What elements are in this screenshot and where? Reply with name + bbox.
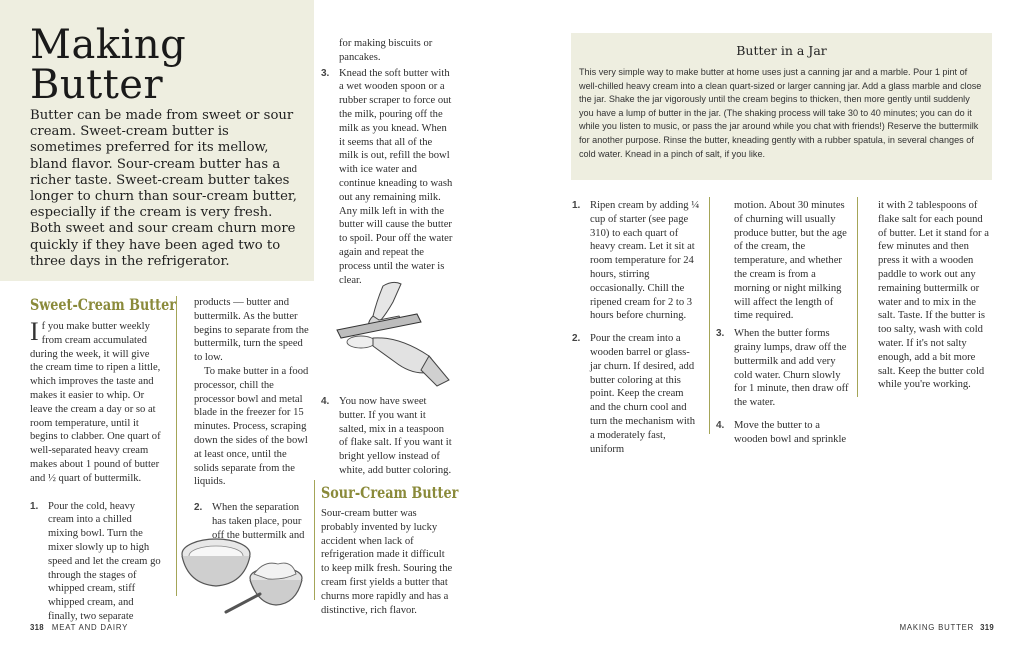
step-number: 1. (572, 200, 581, 211)
sour-step-4 (716, 419, 850, 447)
right-page-number: 319 (980, 623, 994, 632)
right-running-head: MAKING BUTTER (899, 623, 975, 632)
step-number: 4. (716, 419, 725, 431)
drop-cap: I (30, 317, 39, 346)
column-rule (857, 197, 858, 397)
sour-step-1 (572, 199, 700, 323)
sweet-column-1 (30, 317, 163, 624)
bowls-illustration (178, 534, 316, 616)
hands-kneading-illustration (333, 276, 451, 388)
spoon-handle (226, 594, 260, 612)
right-footer (880, 623, 994, 632)
step-text: Pour the cold, heavy cream into a chilled mixing bowl. Turn the mixer slowly up to high speed and let the cream go through the stages of whipped cream, stiff whipped cream, and finally, two separate (48, 500, 161, 622)
sweet-step-4 (321, 395, 454, 478)
step-number: 2. (194, 502, 203, 514)
sidebar-title: Butter in a Jar (736, 43, 827, 58)
step-text: When the butter forms grainy lumps, draw off the buttermilk and add very cold water. Churn slowly for 1 minute, then draw off the water. (734, 328, 849, 409)
step-text: Pour the cream into a wooden barrel or glass-jar churn. If desired, add butter coloring at this point. Keep the cream and the churn cool and turn the mechanism with a moderately fast, uniform (590, 333, 696, 455)
step-number: 3. (321, 67, 330, 79)
sour-intro-paragraph: Sour-cream butter was probably invented by lucky accident when lack of refrigeration made it difficult to keep milk fresh. Souring the cream first yields a butter that churns more rapidly and has a distinctive, rich flavor. (321, 508, 453, 616)
step-number: 2. (572, 333, 581, 345)
step-number: 4. (321, 396, 330, 407)
column-rule (709, 197, 710, 434)
step-text: You now have sweet butter. If you want it salted, mix in a teaspoon of flake salt. If you want it bright yellow instead of white, add butter coloring. (339, 396, 452, 476)
column-3-top: for making biscuits or pancakes. (339, 38, 433, 63)
sweet-step-3 (321, 67, 454, 288)
sweet-column-2 (194, 296, 310, 556)
left-footer (30, 623, 128, 632)
intro-paragraph: Butter can be made from sweet or sour cream. Sweet-cream butter is sometimes preferred for its mellow, bland flavor. Sour-cream butter has a richer taste. Sweet-cream butter takes longer to churn than sour-cream butter, especially if the cream is very fresh. Both sweet and sour cream churn more quickly if they have been aged two to three days in the refrigerator. (30, 108, 297, 269)
sweet-column-3 (321, 37, 454, 287)
column-3-top: it with 2 tablespoons of flake salt for each pound of butter. Let it stand for a few minutes and then press it with a wooden paddle to work out any remaining buttermilk or water and to mix in the salt. Taste. If the butter is too salty, wash with cold water. If it's not salty enough, add a bit more salt. Keep the butter cold while you're working. (878, 200, 989, 391)
column-2-top: motion. About 30 minutes of churning will usually produce butter, but the age of the cream, the temperature, and whether the cream is from a morning or night milking will affect the length of time required. (734, 200, 847, 322)
mixing-bowl-body (182, 556, 250, 586)
column-2-top: products — butter and buttermilk. As the butter begins to separate from the buttermilk, turn the speed to low. (194, 297, 309, 364)
step-number: 3. (716, 328, 725, 340)
step-text: When the separation has taken place, pour off the buttermilk and (212, 502, 305, 541)
left-page-number: 318 (30, 623, 44, 632)
sweet-column-3-continued (321, 395, 454, 478)
title-line-1: Making (30, 22, 187, 68)
step-number: 1. (30, 500, 39, 512)
page-title (30, 22, 300, 108)
title-line-2: Butter (30, 62, 164, 108)
sour-cream-heading: Sour-Cream Butter (321, 483, 459, 502)
column-rule (314, 480, 315, 600)
small-bowl-body (250, 580, 302, 605)
sour-step-2 (572, 332, 700, 456)
sour-column-2 (716, 199, 850, 447)
food-processor-paragraph: To make butter in a food processor, chill the processor bowl and metal blade in the freezer for 15 minutes. Process, scraping down the sides of the bowl at least once, until the solids separate from the liquids. (194, 365, 309, 488)
sour-step-3 (716, 327, 850, 410)
step-text: Move the butter to a wooden bowl and sprinkle (734, 419, 847, 445)
sour-column-1 (572, 199, 700, 456)
sour-column-3 (878, 199, 993, 392)
left-running-head: MEAT AND DAIRY (51, 623, 129, 632)
sweet-step-1 (30, 500, 163, 624)
butter (347, 336, 375, 348)
sweet-intro-paragraph: f you make butter weekly from cream accumulated during the week, it will give the cream time to ripen a little, which improves the taste and makes it easier to whip. Or leave the cream a day or so at room temperature, until it begins to clabber. One quart of well-separated heavy cream makes about 1 pound of butter and ½ quart of buttermilk. (30, 321, 161, 484)
step-text: Knead the soft butter with a wet wooden spoon or a rubber scraper to force out the milk, pouring off the milk as you knead. When it seems that all of the milk is out, refill the bowl with ice water and continue kneading to wash out any remaining milk. Any milk left in with the butter will cause the butter to spoil. Pour off the water again and repeat the process until the water is clear. (339, 67, 453, 286)
sour-intro-column (321, 507, 454, 617)
sidebar-text: This very simple way to make butter at home uses just a canning jar and a marble. Pour 1 pint of well-chilled heavy cream into a clean quart-sized or larger canning jar. Add a glass marble and close the jar. Shake the jar vigorously until the cream begins to thicken, then more gently until suddenly you have a lump of butter in the jar. (The shaking process will take 30 to 40 minutes; you can do it while you listen to music, or pass the jar around while you chat with friends!) Reserve the buttermilk for another purpose. Rinse the butter, kneading gently with a rubber spatula, in several changes of cold water. Knead in a pinch of salt, if you like. (579, 67, 982, 159)
sweet-cream-heading: Sweet-Cream Butter (30, 295, 176, 314)
step-text: Ripen cream by adding ¼ cup of starter (see page 310) to each quart of heavy cream. Let it sit at room temperature for 24 hours, stirring occasionally. Chill the ripened cream for 2 to 3 hours before churning. (590, 200, 700, 322)
